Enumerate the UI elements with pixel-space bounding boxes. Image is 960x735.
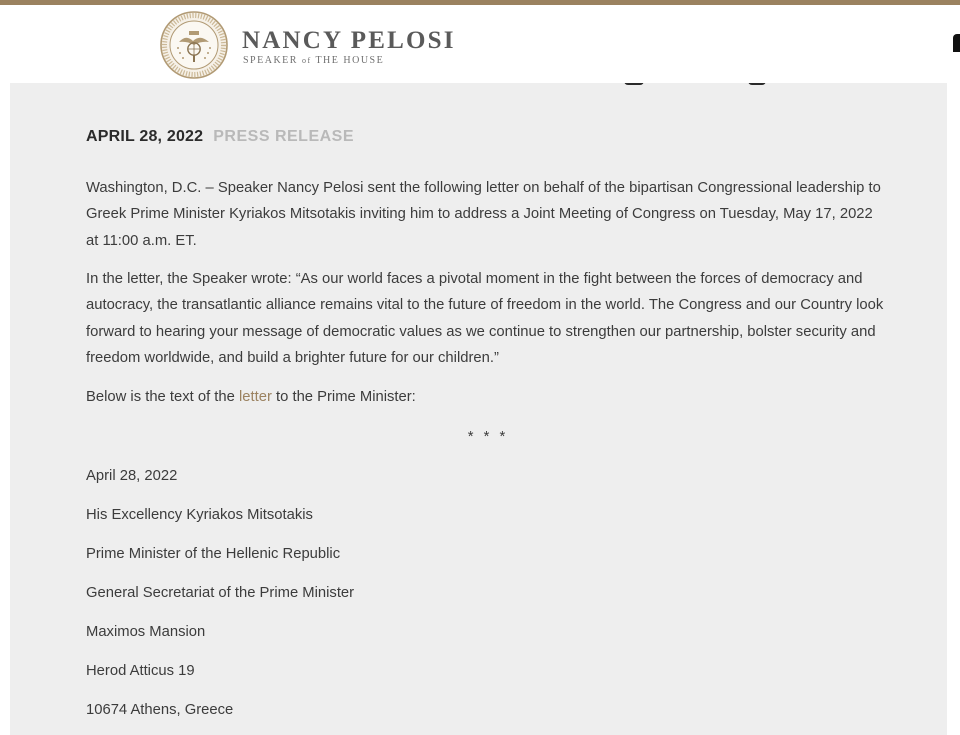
- house-seal-logo[interactable]: [160, 11, 228, 79]
- address-line: Herod Atticus 19: [86, 663, 195, 679]
- letter-intro-text-end: to the Prime Minister:: [271, 389, 416, 405]
- press-type-label[interactable]: PRESS RELEASE: [213, 128, 355, 145]
- subtitle-rest: THE HOUSE: [315, 55, 385, 66]
- address-line: General Secretariat of the Prime Minister: [86, 585, 355, 601]
- site-title[interactable]: NANCY PELOSI: [242, 27, 456, 54]
- article-content: [10, 80, 947, 735]
- letter-link[interactable]: letter: [238, 389, 272, 405]
- section-separator: * * *: [467, 429, 509, 445]
- subtitle-of: of: [301, 56, 312, 65]
- article-meta: [86, 128, 354, 146]
- paragraph-quote: In the letter, the Speaker wrote: “As our world faces a pivotal moment in the fight between the forces of democracy and autocracy, the transatlantic alliance remains vital to the future of freedom in the world. The Congress and our Country look forward to hearing your message of democratic values as we continue to strengthen our partnership, bolster security and freedom worldwide, and build a brighter future for our children.”: [86, 271, 884, 366]
- site-subtitle: [243, 55, 384, 66]
- letter-date: April 28, 2022: [86, 468, 178, 484]
- paragraph-letter-intro: [86, 384, 886, 410]
- site-header: [0, 5, 960, 83]
- letter-intro-text: Below is the text of the: [86, 389, 239, 405]
- address-line: His Excellency Kyriakos Mitsotakis: [86, 507, 313, 523]
- subtitle-word: SPEAKER: [243, 55, 298, 66]
- address-line: Prime Minister of the Hellenic Republic: [86, 546, 341, 562]
- address-line: 10674 Athens, Greece: [86, 702, 234, 718]
- press-date: APRIL 28, 2022: [86, 128, 204, 145]
- paragraph-intro: Washington, D.C. – Speaker Nancy Pelosi sent the following letter on behalf of the bipartisan Congressional leadership to Greek Prime Minister Kyriakos Mitsotakis inviting him to address a Joint Meeting of Congress on Tuesday, May 17, 2022 at 11:00 a.m. ET.: [86, 180, 881, 249]
- address-line: Maximos Mansion: [86, 624, 206, 640]
- facebook-icon[interactable]: [953, 34, 960, 52]
